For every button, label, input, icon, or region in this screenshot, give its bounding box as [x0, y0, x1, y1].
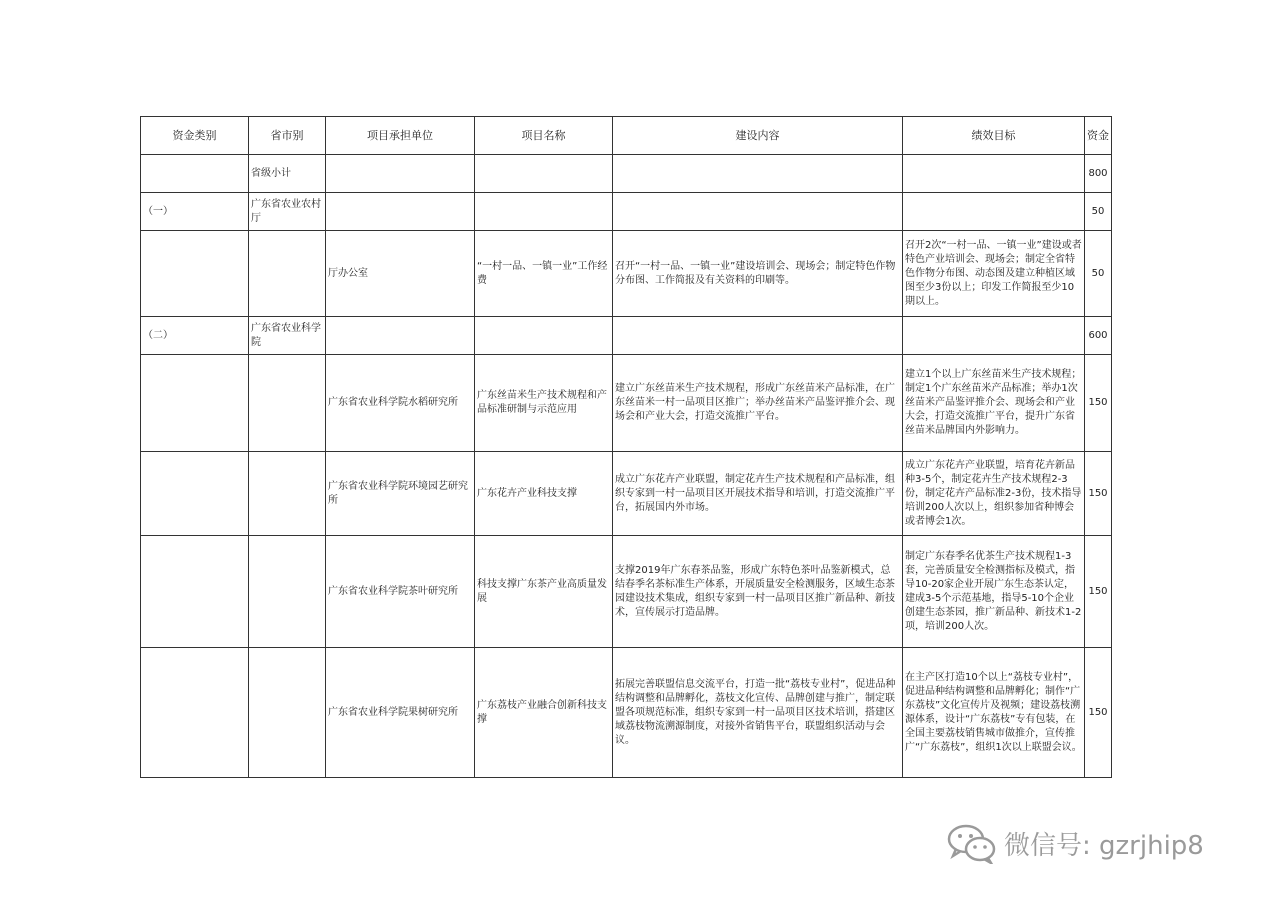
cell-project-name: “一村一品、一镇一业”工作经费	[475, 231, 613, 317]
wechat-watermark	[946, 822, 1204, 864]
cell-goal: 成立广东花卉产业联盟，培育花卉新品种3-5个，制定花卉生产技术规程2-3份，制定花卉产品标准2-3份，技术指导培训200人次以上，组织参加省种博会或者博会1次。	[903, 452, 1085, 536]
header-content: 建设内容	[613, 117, 903, 155]
cell-goal: 在主产区打造10个以上“荔枝专业村”，促进品种结构调整和品牌孵化；制作“广东荔枝”文化宣传片及视频；建设荔枝溯源体系，设计“广东荔枝”专有包装，在全国主要荔枝销售城市做推介，宣传推广“广东荔枝”，组织1次以上联盟会议。	[903, 648, 1085, 778]
cell-project-name	[475, 193, 613, 231]
cell-content: 建立广东丝苗米生产技术规程，形成广东丝苗米产品标准，在广东丝苗米一村一品项目区推广；举办丝苗米产品鉴评推介会、现场会和产业大会，打造交流推广平台。	[613, 355, 903, 452]
cell-goal: 召开2次“一村一品、一镇一业”建设或者特色产业培训会、现场会；制定全省特色作物分布图、动态图及建立种植区域图至少3份以上；印发工作简报至少10期以上。	[903, 231, 1085, 317]
header-city: 省市别	[249, 117, 326, 155]
cell-goal	[903, 193, 1085, 231]
cell-amount: 150	[1085, 355, 1112, 452]
cell-amount: 150	[1085, 648, 1112, 778]
cell-city	[249, 452, 326, 536]
cell-unit: 广东省农业科学院水稻研究所	[326, 355, 475, 452]
cell-unit: 广东省农业科学院果树研究所	[326, 648, 475, 778]
cell-goal: 制定广东春季名优茶生产技术规程1-3套，完善质量安全检测指标及模式，指导10-20家企业开展广东生态茶认定，建成3-5个示范基地，指导5-10个企业创建生态茶园，推广新品种、新技术1-2项，培训200人次。	[903, 536, 1085, 648]
cell-content	[613, 193, 903, 231]
cell-category: （二）	[141, 317, 249, 355]
cell-unit: 厅办公室	[326, 231, 475, 317]
cell-content	[613, 155, 903, 193]
table-row	[141, 452, 1112, 536]
cell-unit	[326, 317, 475, 355]
table-row	[141, 648, 1112, 778]
cell-city: 广东省农业农村厅	[249, 193, 326, 231]
cell-amount: 50	[1085, 231, 1112, 317]
cell-unit: 广东省农业科学院环境园艺研究所	[326, 452, 475, 536]
cell-category	[141, 648, 249, 778]
cell-amount: 50	[1085, 193, 1112, 231]
cell-category	[141, 355, 249, 452]
cell-project-name	[475, 317, 613, 355]
cell-amount: 800	[1085, 155, 1112, 193]
cell-city: 省级小计	[249, 155, 326, 193]
cell-unit: 广东省农业科学院茶叶研究所	[326, 536, 475, 648]
cell-content: 支撑2019年广东春茶品鉴，形成广东特色茶叶品鉴新模式，总结春季名茶标准生产体系，开展质量安全检测服务，区域生态茶园建设技术集成，组织专家到一村一品项目区推广新品种、新技术，宣传展示打造品牌。	[613, 536, 903, 648]
cell-unit	[326, 155, 475, 193]
cell-amount: 150	[1085, 536, 1112, 648]
cell-category	[141, 155, 249, 193]
cell-category	[141, 231, 249, 317]
cell-project-name: 广东荔枝产业融合创新科技支撑	[475, 648, 613, 778]
cell-content: 成立广东花卉产业联盟，制定花卉生产技术规程和产品标准，组织专家到一村一品项目区开展技术指导和培训，打造交流推广平台，拓展国内外市场。	[613, 452, 903, 536]
table-row	[141, 355, 1112, 452]
cell-city	[249, 648, 326, 778]
table-row	[141, 193, 1112, 231]
cell-category: （一）	[141, 193, 249, 231]
watermark-text: 微信号: gzrjhip8	[1004, 830, 1204, 861]
cell-city	[249, 536, 326, 648]
cell-goal	[903, 317, 1085, 355]
table-row	[141, 536, 1112, 648]
cell-city	[249, 355, 326, 452]
cell-project-name	[475, 155, 613, 193]
cell-goal	[903, 155, 1085, 193]
header-amount: 资金	[1085, 117, 1112, 155]
table-row	[141, 231, 1112, 317]
cell-city: 广东省农业科学院	[249, 317, 326, 355]
cell-project-name: 广东花卉产业科技支撑	[475, 452, 613, 536]
cell-amount: 150	[1085, 452, 1112, 536]
header-row	[141, 117, 1112, 155]
cell-content: 召开“一村一品、一镇一业”建设培训会、现场会；制定特色作物分布图、工作简报及有关资料的印刷等。	[613, 231, 903, 317]
header-project-name: 项目名称	[475, 117, 613, 155]
wechat-icon	[946, 822, 998, 864]
header-goal: 绩效目标	[903, 117, 1085, 155]
cell-amount: 600	[1085, 317, 1112, 355]
cell-content: 拓展完善联盟信息交流平台，打造一批“荔枝专业村”，促进品种结构调整和品牌孵化，荔枝文化宣传、品牌创建与推广，制定联盟各项规范标准，组织专家到一村一品项目区技术培训，搭建区域荔枝物流溯源制度，对接外省销售平台，联盟组织活动与会议。	[613, 648, 903, 778]
cell-project-name: 广东丝苗米生产技术规程和产品标准研制与示范应用	[475, 355, 613, 452]
header-unit: 项目承担单位	[326, 117, 475, 155]
cell-content	[613, 317, 903, 355]
cell-goal: 建立1个以上广东丝苗米生产技术规程；制定1个广东丝苗米产品标准；举办1次丝苗米产品鉴评推介会、现场会和产业大会，打造交流推广平台，提升广东省丝苗米品牌国内外影响力。	[903, 355, 1085, 452]
cell-project-name: 科技支撑广东茶产业高质量发展	[475, 536, 613, 648]
cell-city	[249, 231, 326, 317]
cell-category	[141, 536, 249, 648]
funding-table	[140, 116, 1112, 778]
cell-category	[141, 452, 249, 536]
table-row	[141, 317, 1112, 355]
cell-unit	[326, 193, 475, 231]
table-row	[141, 155, 1112, 193]
header-category: 资金类别	[141, 117, 249, 155]
